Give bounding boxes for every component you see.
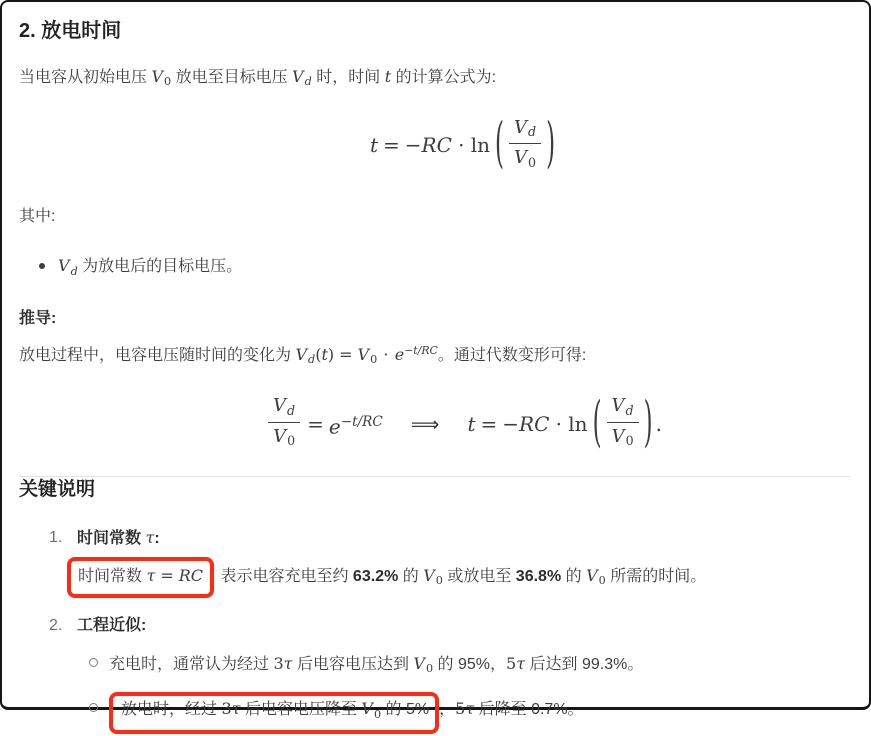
text-run: 或放电至 [442, 568, 516, 586]
fraction-numerator: $V_d$ [268, 395, 300, 422]
math-token: ⋅ [457, 133, 465, 158]
text-run: 放电至目标电压 [171, 69, 293, 86]
math-token: − [502, 412, 520, 437]
math-exp: $e^{-t/RC}$ [394, 343, 438, 364]
fraction-denominator: $V_0$ [273, 425, 296, 449]
math-3tau: 3τ [221, 699, 241, 719]
display-formula-discharge-time [19, 110, 851, 180]
text-run: 后电容电压达到 [292, 656, 414, 674]
list-item-text [58, 254, 242, 283]
intro-paragraph [19, 65, 851, 94]
math-token: = [480, 412, 498, 437]
discharge-percent: 36.8% [515, 568, 562, 586]
math-v0: $V_0$ [361, 699, 382, 721]
display-formula-derivation [19, 386, 851, 462]
math-token: t [369, 133, 378, 158]
math-token: ) [327, 344, 335, 364]
text-run: 的 95%， [433, 656, 507, 674]
sublist-item-charging [77, 651, 851, 682]
right-paren: ) [643, 392, 653, 454]
discharging-line [109, 690, 584, 735]
fraction-numerator: $V_d$ [509, 117, 541, 144]
text-run: 的 [561, 568, 587, 586]
list-item-time-constant [19, 525, 851, 600]
label-colon: : [141, 617, 147, 635]
text-run: 的 [398, 568, 424, 586]
annotation-box-time-constant [67, 557, 214, 598]
approx-sublist [77, 651, 851, 736]
text-run: 后降至 0.7%。 [474, 701, 584, 719]
left-paren: ( [592, 392, 602, 454]
list-item-body [77, 613, 851, 736]
math-v0: $V_0$ [586, 566, 606, 588]
math-tau: τ [146, 566, 156, 586]
list-number: 1. [49, 529, 63, 547]
math-fraction [607, 395, 639, 448]
math-5tau: 5τ [455, 699, 475, 719]
time-constant-label-line [77, 525, 851, 552]
derivation-label: 推导: [19, 309, 57, 327]
fraction-denominator: $V_0$ [514, 146, 537, 170]
list-item-engineering-approx [19, 613, 851, 736]
text-run: 的 5% [381, 701, 430, 719]
circle-bullet-icon [89, 703, 98, 712]
math-token: RC [421, 133, 452, 158]
math-token: − [404, 133, 422, 158]
math-token: ( [315, 344, 322, 364]
math-token: t [467, 412, 476, 437]
list-item-target-voltage [19, 254, 851, 283]
text-run: 所需的时间。 [605, 568, 707, 586]
text-run: 放电时，经过 [121, 701, 222, 719]
math-token: ln [568, 412, 588, 437]
math-exp: $e^{-t/RC}$ [328, 413, 383, 439]
text-run: 表示电容充电至约 [216, 568, 353, 586]
sublist-item-discharging [77, 690, 851, 735]
text-run: 当电容从初始电压 [19, 69, 152, 86]
text-run: 为放电后的目标电压。 [77, 258, 243, 276]
math-t: t [384, 67, 392, 86]
text-run: 充电时，通常认为经过 [109, 656, 274, 674]
label-text: 时间常数 [77, 530, 146, 548]
engineering-approx-label-line [77, 613, 851, 639]
math-token: = [339, 344, 353, 364]
fraction-numerator: $V_d$ [607, 395, 639, 422]
time-constant-line [77, 555, 851, 600]
text-run: 放电过程中，电容电压随时间的变化为 [19, 346, 296, 364]
text-run: 时间常数 [78, 568, 147, 586]
math-5tau: 5τ [506, 654, 526, 674]
math-token: = [382, 133, 400, 158]
math-v0: $V_0$ [413, 654, 434, 676]
math-token: ⋅ [555, 412, 563, 437]
math-fraction [268, 395, 300, 448]
math-token: RC [519, 412, 550, 437]
math-tau: τ [145, 528, 155, 548]
annotation-box-discharge [109, 692, 439, 733]
circle-bullet-icon [89, 658, 98, 667]
math-vdt: $V_d$ [295, 344, 316, 367]
label-colon: : [154, 530, 160, 548]
math-fraction [509, 117, 541, 170]
left-paren: ( [495, 113, 505, 175]
key-notes-heading: 关键说明 [19, 479, 96, 501]
implies-arrow-icon: ⟹ [410, 412, 440, 437]
where-label: 其中: [19, 208, 56, 226]
math-token: = [160, 566, 174, 586]
math-token: RC [178, 566, 204, 586]
key-notes-list [19, 525, 851, 736]
math-token: t [321, 344, 328, 364]
math-token: ln [470, 133, 491, 158]
text-run: 后达到 99.3%。 [525, 656, 644, 674]
text-run: 时，时间 [311, 69, 385, 86]
text-run: 的计算公式为: [391, 69, 497, 86]
math-v0: $V_0$ [151, 67, 172, 89]
label-text: 工程近似 [77, 617, 142, 635]
math-token: . [655, 412, 662, 437]
section-heading: 2. 放电时间 [19, 20, 122, 42]
derivation-paragraph [19, 339, 851, 372]
math-token: ⋅ [383, 344, 389, 364]
charging-line [109, 651, 643, 682]
charge-percent: 63.2% [352, 568, 399, 586]
text-run: 后电容电压降至 [240, 701, 362, 719]
math-vd: $V_d$ [58, 256, 78, 278]
math-v0: $V_0$ [357, 344, 378, 367]
math-3tau: 3τ [273, 654, 293, 674]
right-paren: ) [546, 113, 556, 175]
where-list [19, 254, 851, 283]
math-token: = [307, 412, 324, 437]
list-item-body [77, 525, 851, 600]
text-run: ， [439, 701, 456, 719]
math-v0: $V_0$ [423, 566, 443, 588]
fraction-denominator: $V_0$ [611, 425, 634, 449]
text-run: 。通过代数变形可得: [437, 346, 587, 364]
disc-bullet-icon [39, 263, 45, 269]
list-number: 2. [49, 617, 63, 635]
math-vd: $V_d$ [292, 67, 312, 89]
